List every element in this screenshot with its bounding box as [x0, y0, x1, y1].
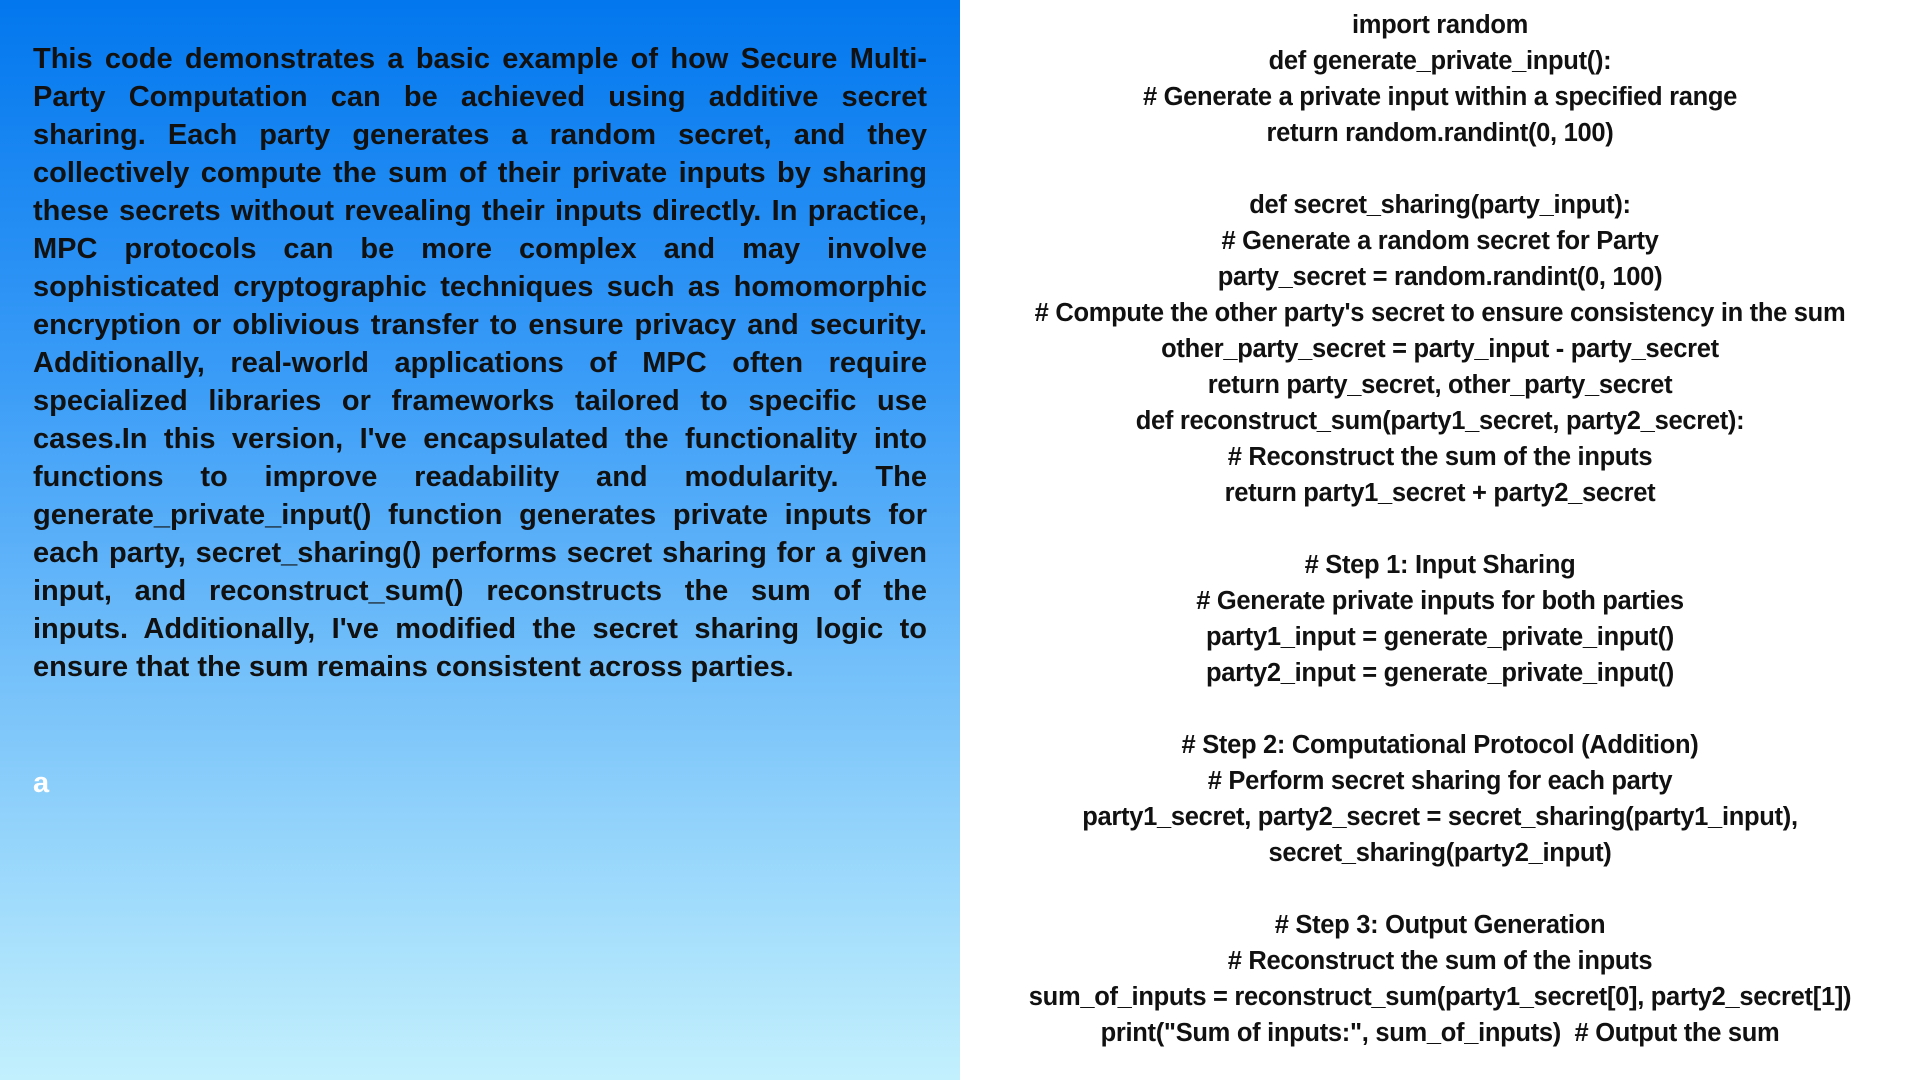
code-line: return random.randint(0, 100) — [1266, 119, 1614, 147]
code-line: # Reconstruct the sum of the inputs — [1227, 443, 1653, 471]
code-blank-line — [960, 511, 1920, 547]
code-line: def generate_private_input(): — [1268, 47, 1612, 75]
code-panel — [960, 0, 1920, 1080]
code-line: # Step 2: Computational Protocol (Addition) — [1181, 731, 1699, 759]
code-line: secret_sharing(party2_input) — [1268, 839, 1612, 867]
code-line: # Compute the other party's secret to ensure consistency in the sum — [1034, 299, 1846, 327]
code-blank-line — [960, 871, 1920, 907]
code-line: import random — [1351, 11, 1529, 39]
code-line: # Generate private inputs for both parties — [1196, 587, 1684, 615]
description-text: This code demonstrates a basic example of how Secure Multi-Party Computation can be achieved using additive secret sharing. Each party generates a random secret, and they collectively compute the sum of their private inputs by sharing these secrets without revealing their inputs directly. In practice, MPC protocols can be more complex and may involve sophisticated cryptographic techniques such as homomorphic encryption or oblivious transfer to ensure privacy and security. Additionally, real-world applications of MPC often require specialized libraries or frameworks tailored to specific use cases.In this version, I've encapsulated the functionality into functions to improve readability and modularity. The generate_private_input() function generates private inputs for each party, secret_sharing() performs secret sharing for a given input, and reconstruct_sum() reconstructs the sum of the inputs. Additionally, I've modified the secret sharing logic to ensure that the sum remains consistent across parties. — [33, 43, 927, 683]
code-line: # Generate a random secret for Party — [1221, 227, 1659, 255]
code-block — [960, 7, 1920, 1051]
code-line: # Step 1: Input Sharing — [1304, 551, 1576, 579]
marker-text: a — [33, 767, 50, 799]
code-line: party1_secret, party2_secret = secret_sharing(party1_input), — [1082, 803, 1798, 831]
code-line: print("Sum of inputs:", sum_of_inputs) # Output the sum — [1100, 1019, 1780, 1047]
code-line: party_secret = random.randint(0, 100) — [1217, 263, 1663, 291]
code-line: party2_input = generate_private_input() — [1206, 659, 1674, 687]
code-line: return party_secret, other_party_secret — [1207, 371, 1673, 399]
code-line: sum_of_inputs = reconstruct_sum(party1_secret[0], party2_secret[1]) — [1028, 983, 1852, 1011]
code-line: def reconstruct_sum(party1_secret, party2_secret): — [1135, 407, 1745, 435]
code-line: party1_input = generate_private_input() — [1206, 623, 1674, 651]
code-line: # Step 3: Output Generation — [1274, 911, 1606, 939]
code-blank-line — [960, 151, 1920, 187]
code-line: other_party_secret = party_input - party_secret — [1161, 335, 1719, 363]
code-line: def secret_sharing(party_input): — [1249, 191, 1631, 219]
code-line: return party1_secret + party2_secret — [1224, 479, 1656, 507]
code-line: # Perform secret sharing for each party — [1207, 767, 1673, 795]
code-blank-line — [960, 691, 1920, 727]
code-line: # Generate a private input within a specified range — [1142, 83, 1738, 111]
code-line: # Reconstruct the sum of the inputs — [1227, 947, 1653, 975]
